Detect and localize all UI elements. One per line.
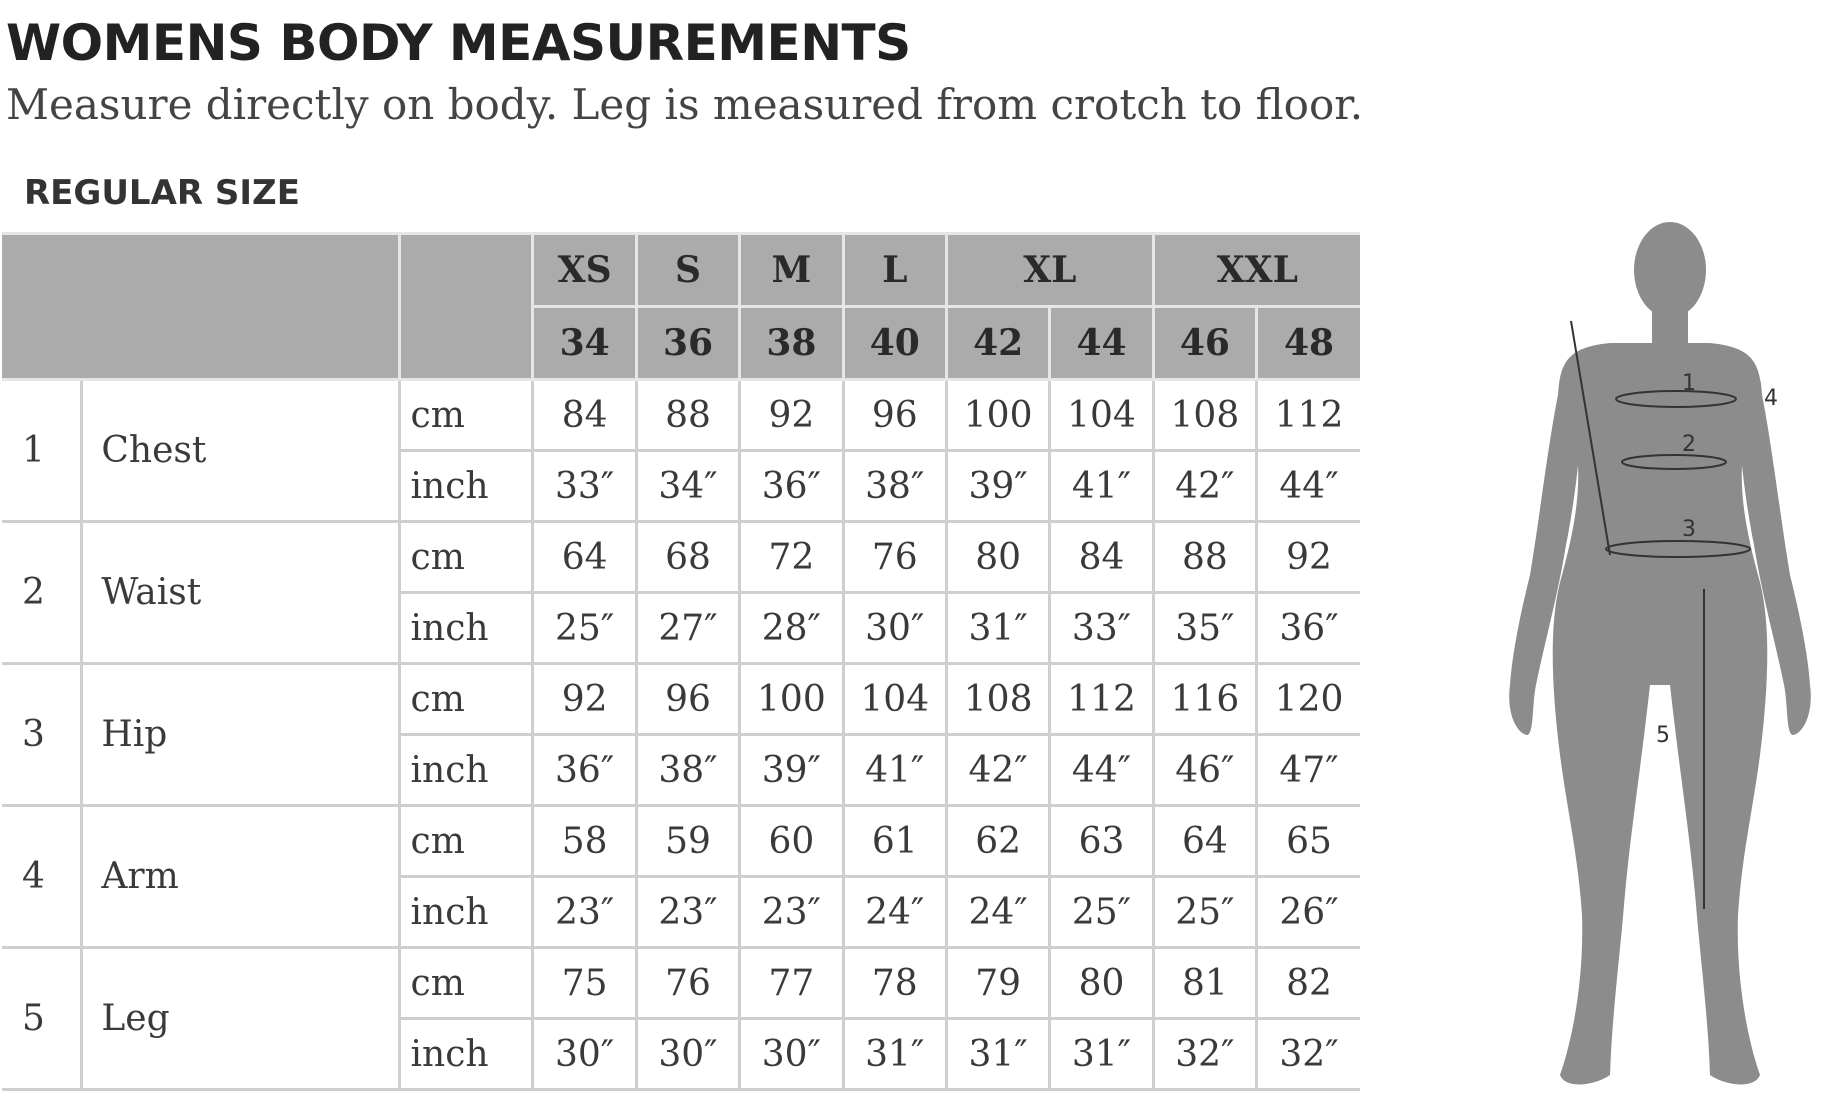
size-number-header: 40 xyxy=(843,307,946,380)
measurement-value: 31″ xyxy=(843,1019,946,1090)
figure-label-2: 2 xyxy=(1682,432,1696,457)
measurement-value: 60 xyxy=(740,806,843,877)
measurement-number: 3 xyxy=(2,664,82,806)
measurement-value: 42″ xyxy=(1153,451,1256,522)
unit-label: inch xyxy=(399,877,533,948)
measurement-value: 75 xyxy=(533,948,636,1019)
figure-label-4: 4 xyxy=(1764,386,1778,411)
measurement-value: 25″ xyxy=(533,593,636,664)
size-letter-header: XL xyxy=(946,234,1153,307)
body-figure xyxy=(1500,215,1830,1095)
measurement-value: 68 xyxy=(636,522,739,593)
measurement-value: 38″ xyxy=(636,735,739,806)
unit-label: inch xyxy=(399,735,533,806)
size-number-header: 46 xyxy=(1153,307,1256,380)
measurement-value: 62 xyxy=(946,806,1049,877)
size-chart-table xyxy=(2,232,1360,1091)
measurement-number: 2 xyxy=(2,522,82,664)
measurement-value: 80 xyxy=(1050,948,1153,1019)
measurement-value: 31″ xyxy=(946,593,1049,664)
measurement-value: 24″ xyxy=(946,877,1049,948)
measurement-value: 82 xyxy=(1257,948,1360,1019)
table-row xyxy=(2,806,1360,877)
size-number-header: 36 xyxy=(636,307,739,380)
body-silhouette-icon xyxy=(1500,215,1830,1095)
measurement-value: 92 xyxy=(533,664,636,735)
measurement-value: 76 xyxy=(843,522,946,593)
measurement-value: 32″ xyxy=(1153,1019,1256,1090)
measurement-value: 96 xyxy=(636,664,739,735)
measurement-value: 80 xyxy=(946,522,1049,593)
size-number-header: 34 xyxy=(533,307,636,380)
measurement-value: 65 xyxy=(1257,806,1360,877)
measurement-value: 78 xyxy=(843,948,946,1019)
measurement-value: 28″ xyxy=(740,593,843,664)
size-letter-header: L xyxy=(843,234,946,307)
measurement-value: 30″ xyxy=(843,593,946,664)
measurement-value: 25″ xyxy=(1153,877,1256,948)
measurement-value: 112 xyxy=(1050,664,1153,735)
measurement-value: 84 xyxy=(533,380,636,451)
size-number-header: 44 xyxy=(1050,307,1153,380)
measurement-value: 36″ xyxy=(740,451,843,522)
measurement-number: 1 xyxy=(2,380,82,522)
measurement-value: 72 xyxy=(740,522,843,593)
measurement-value: 39″ xyxy=(946,451,1049,522)
measurement-value: 63 xyxy=(1050,806,1153,877)
measurement-value: 61 xyxy=(843,806,946,877)
size-letter-header: M xyxy=(740,234,843,307)
table-row xyxy=(2,664,1360,735)
size-letter-header: XS xyxy=(533,234,636,307)
unit-label: cm xyxy=(399,948,533,1019)
measurement-value: 24″ xyxy=(843,877,946,948)
measurement-value: 31″ xyxy=(1050,1019,1153,1090)
size-letter-header-row xyxy=(2,234,1360,307)
measurement-value: 33″ xyxy=(533,451,636,522)
measurement-value: 96 xyxy=(843,380,946,451)
section-label: REGULAR SIZE xyxy=(24,173,300,213)
measurement-value: 33″ xyxy=(1050,593,1153,664)
measurement-value: 23″ xyxy=(740,877,843,948)
size-letter-header: XXL xyxy=(1153,234,1360,307)
size-number-header: 42 xyxy=(946,307,1049,380)
measurement-value: 39″ xyxy=(740,735,843,806)
measurement-value: 79 xyxy=(946,948,1049,1019)
measurement-value: 26″ xyxy=(1257,877,1360,948)
measurement-value: 41″ xyxy=(843,735,946,806)
header-unit-blank-cell xyxy=(399,234,533,380)
measurement-value: 36″ xyxy=(1257,593,1360,664)
measurement-value: 59 xyxy=(636,806,739,877)
measurement-value: 38″ xyxy=(843,451,946,522)
measurement-value: 31″ xyxy=(946,1019,1049,1090)
measurement-value: 77 xyxy=(740,948,843,1019)
measurement-value: 88 xyxy=(1153,522,1256,593)
measurement-value: 88 xyxy=(636,380,739,451)
size-number-header: 38 xyxy=(740,307,843,380)
measurement-value: 64 xyxy=(1153,806,1256,877)
page-title: WOMENS BODY MEASUREMENTS xyxy=(6,14,911,72)
measurement-value: 47″ xyxy=(1257,735,1360,806)
measurement-value: 32″ xyxy=(1257,1019,1360,1090)
measurement-name: Arm xyxy=(82,806,399,948)
size-letter-header: S xyxy=(636,234,739,307)
figure-label-1: 1 xyxy=(1682,371,1696,396)
measurement-value: 100 xyxy=(946,380,1049,451)
unit-label: cm xyxy=(399,380,533,451)
measurement-value: 42″ xyxy=(946,735,1049,806)
page-subtitle: Measure directly on body. Leg is measured from crotch to floor. xyxy=(6,80,1364,129)
measurement-value: 25″ xyxy=(1050,877,1153,948)
measurement-value: 92 xyxy=(1257,522,1360,593)
header-blank-cell xyxy=(2,234,399,380)
measurement-number: 5 xyxy=(2,948,82,1090)
measurement-value: 41″ xyxy=(1050,451,1153,522)
measurement-value: 36″ xyxy=(533,735,636,806)
unit-label: inch xyxy=(399,451,533,522)
unit-label: cm xyxy=(399,664,533,735)
measurement-value: 35″ xyxy=(1153,593,1256,664)
unit-label: cm xyxy=(399,522,533,593)
measurement-value: 30″ xyxy=(740,1019,843,1090)
measurement-value: 58 xyxy=(533,806,636,877)
measurement-value: 100 xyxy=(740,664,843,735)
unit-label: cm xyxy=(399,806,533,877)
measurement-value: 84 xyxy=(1050,522,1153,593)
measurement-value: 112 xyxy=(1257,380,1360,451)
measurement-value: 104 xyxy=(843,664,946,735)
measurement-value: 64 xyxy=(533,522,636,593)
table-row xyxy=(2,380,1360,451)
measurement-value: 23″ xyxy=(533,877,636,948)
measurement-value: 46″ xyxy=(1153,735,1256,806)
unit-label: inch xyxy=(399,1019,533,1090)
table-row xyxy=(2,522,1360,593)
measurement-number: 4 xyxy=(2,806,82,948)
size-number-header: 48 xyxy=(1257,307,1360,380)
measurement-value: 92 xyxy=(740,380,843,451)
measurement-name: Waist xyxy=(82,522,399,664)
woman-silhouette xyxy=(1509,222,1811,1084)
measurement-value: 30″ xyxy=(636,1019,739,1090)
measurement-value: 30″ xyxy=(533,1019,636,1090)
measurement-value: 34″ xyxy=(636,451,739,522)
measurement-value: 44″ xyxy=(1257,451,1360,522)
measurement-value: 44″ xyxy=(1050,735,1153,806)
figure-label-3: 3 xyxy=(1682,517,1696,542)
measurement-name: Leg xyxy=(82,948,399,1090)
figure-label-5: 5 xyxy=(1656,723,1670,748)
measurement-value: 76 xyxy=(636,948,739,1019)
measurement-value: 108 xyxy=(1153,380,1256,451)
measurement-value: 27″ xyxy=(636,593,739,664)
measurement-value: 23″ xyxy=(636,877,739,948)
measurement-value: 116 xyxy=(1153,664,1256,735)
measurement-value: 108 xyxy=(946,664,1049,735)
table-row xyxy=(2,948,1360,1019)
measurement-value: 81 xyxy=(1153,948,1256,1019)
measurement-name: Hip xyxy=(82,664,399,806)
measurement-value: 120 xyxy=(1257,664,1360,735)
measurement-value: 104 xyxy=(1050,380,1153,451)
unit-label: inch xyxy=(399,593,533,664)
measurement-name: Chest xyxy=(82,380,399,522)
